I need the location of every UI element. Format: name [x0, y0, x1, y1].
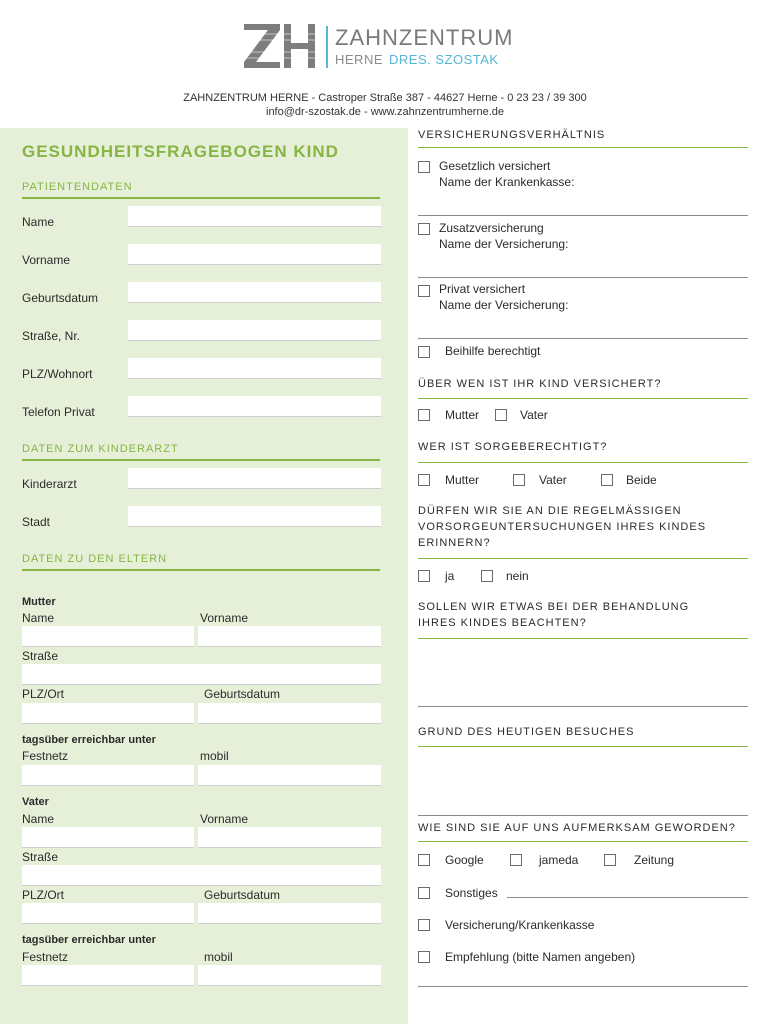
- ueber-wen-title: ÜBER WEN IST IHR KIND VERSICHERT?: [418, 378, 662, 390]
- erinnern-ja-label: ja: [445, 569, 455, 583]
- zh-logo-icon: [244, 24, 318, 68]
- vater-erreichbar-label: tagsüber erreichbar unter: [22, 934, 156, 946]
- label-mutter-vorname: Vorname: [200, 611, 249, 625]
- section-rule: [22, 459, 380, 461]
- section-title-eltern: DATEN ZU DEN ELTERN: [22, 553, 168, 565]
- contact-line: info@dr-szostak.de - www.zahnzentrumherne.de: [266, 106, 504, 118]
- brand-subtitle: [335, 52, 499, 67]
- section-title-kinderarzt: DATEN ZUM KINDERARZT: [22, 443, 179, 455]
- mutter-plz-ort-field[interactable]: [22, 703, 194, 724]
- empfehlung-checkbox[interactable]: [418, 951, 430, 963]
- section-rule: [418, 746, 748, 747]
- label-geburtsdatum: Geburtsdatum: [22, 291, 99, 305]
- label-mutter-geburtsdatum: Geburtsdatum: [204, 687, 281, 701]
- versichert-vater-checkbox[interactable]: [495, 409, 507, 421]
- mutter-festnetz-field[interactable]: [22, 765, 194, 786]
- practice-address: [0, 91, 770, 119]
- sorge-title: WER IST SORGEBERECHTIGT?: [418, 441, 608, 453]
- zusatz-line[interactable]: [418, 277, 748, 278]
- vater-geburtsdatum-field[interactable]: [198, 903, 381, 924]
- grund-title: GRUND DES HEUTIGEN BESUCHES: [418, 726, 635, 738]
- telefon-field[interactable]: [128, 396, 381, 417]
- section-rule: [418, 398, 748, 399]
- strasse-field[interactable]: [128, 320, 381, 341]
- label-vater-name: Name: [22, 812, 55, 826]
- vater-heading: Vater: [22, 796, 49, 808]
- beihilfe-checkbox[interactable]: [418, 346, 430, 358]
- label-vater-vorname: Vorname: [200, 812, 249, 826]
- erinnern-ja-checkbox[interactable]: [418, 570, 430, 582]
- empfehlung-label: Empfehlung (bitte Namen angeben): [445, 950, 636, 964]
- gesetzlich-checkbox[interactable]: [418, 161, 430, 173]
- label-mutter-plz-ort: PLZ/Ort: [22, 687, 65, 701]
- sorge-vater-label: Vater: [539, 473, 567, 487]
- sonstiges-label: Sonstiges: [445, 886, 498, 900]
- beachten-answer-line[interactable]: [418, 706, 748, 707]
- mutter-vorname-field[interactable]: [198, 626, 381, 647]
- section-title-patient: PATIENTENDATEN: [22, 181, 133, 193]
- sorge-beide-checkbox[interactable]: [601, 474, 613, 486]
- section-rule: [418, 147, 748, 148]
- gesetzlich-label: Gesetzlich versichert: [439, 159, 551, 173]
- label-mutter-festnetz: Festnetz: [22, 749, 69, 763]
- label-vater-festnetz: Festnetz: [22, 950, 69, 964]
- label-vorname: Vorname: [22, 253, 71, 267]
- mutter-geburtsdatum-field[interactable]: [198, 703, 381, 724]
- section-rule: [22, 197, 380, 199]
- grund-answer-line[interactable]: [418, 815, 748, 816]
- vater-strasse-field[interactable]: [22, 865, 381, 886]
- sorge-mutter-checkbox[interactable]: [418, 474, 430, 486]
- vater-festnetz-field[interactable]: [22, 965, 194, 986]
- sorge-beide-label: Beide: [626, 473, 657, 487]
- geburtsdatum-field[interactable]: [128, 282, 381, 303]
- brand-divider: [326, 26, 328, 68]
- erinnern-title-3: ERINNERN?: [418, 537, 491, 549]
- brand-doctors: DRES. SZOSTAK: [389, 52, 499, 67]
- zeitung-checkbox[interactable]: [604, 854, 616, 866]
- erinnern-title-2: VORSORGEUNTERSUCHUNGEN IHRES KINDES: [418, 521, 707, 533]
- privat-checkbox[interactable]: [418, 285, 430, 297]
- label-vater-mobil: mobil: [204, 950, 233, 964]
- section-rule: [418, 841, 748, 842]
- label-mutter-strasse: Straße: [22, 649, 59, 663]
- versichert-mutter-label: Mutter: [445, 408, 480, 422]
- label-telefon: Telefon Privat: [22, 405, 95, 419]
- sorge-vater-checkbox[interactable]: [513, 474, 525, 486]
- brand-location: HERNE: [335, 52, 384, 67]
- sonstiges-checkbox[interactable]: [418, 887, 430, 899]
- mutter-erreichbar-label: tagsüber erreichbar unter: [22, 734, 156, 746]
- section-rule: [22, 569, 380, 571]
- google-label: Google: [445, 853, 484, 867]
- zusatz-checkbox[interactable]: [418, 223, 430, 235]
- google-checkbox[interactable]: [418, 854, 430, 866]
- label-vater-strasse: Straße: [22, 850, 59, 864]
- label-vater-geburtsdatum: Geburtsdatum: [204, 888, 281, 902]
- versicherung-krankenkasse-label: Versicherung/Krankenkasse: [445, 918, 595, 932]
- versicherung-krankenkasse-checkbox[interactable]: [418, 919, 430, 931]
- label-name: Name: [22, 215, 55, 229]
- vater-name-field[interactable]: [22, 827, 194, 848]
- address-line: ZAHNZENTRUM HERNE - Castroper Straße 387 - 44627 Herne - 0 23 23 / 39 300: [183, 92, 587, 104]
- vater-vorname-field[interactable]: [198, 827, 381, 848]
- erinnern-nein-label: nein: [506, 569, 529, 583]
- label-mutter-mobil: mobil: [200, 749, 229, 763]
- mutter-name-field[interactable]: [22, 626, 194, 647]
- label-kinderarzt: Kinderarzt: [22, 477, 77, 491]
- empfehlung-line[interactable]: [418, 986, 748, 987]
- stadt-field[interactable]: [128, 506, 381, 527]
- section-rule: [418, 638, 748, 639]
- jameda-checkbox[interactable]: [510, 854, 522, 866]
- beihilfe-label: Beihilfe berechtigt: [445, 344, 541, 358]
- krankenkasse-label: Name der Krankenkasse:: [439, 175, 575, 189]
- vater-mobil-field[interactable]: [198, 965, 381, 986]
- vater-plz-ort-field[interactable]: [22, 903, 194, 924]
- form-title: GESUNDHEITSFRAGEBOGEN KIND: [22, 142, 339, 161]
- jameda-label: jameda: [539, 853, 579, 867]
- mutter-heading: Mutter: [22, 596, 56, 608]
- zeitung-label: Zeitung: [634, 853, 675, 867]
- label-strasse: Straße, Nr.: [22, 329, 81, 343]
- label-vater-plz-ort: PLZ/Ort: [22, 888, 65, 902]
- beachten-title-2: IHRES KINDES BEACHTEN?: [418, 617, 587, 629]
- privat-line[interactable]: [418, 338, 748, 339]
- brand-name: ZAHNZENTRUM: [335, 25, 514, 50]
- sorge-mutter-label: Mutter: [445, 473, 480, 487]
- versicherung-title: VERSICHERUNGSVERHÄLTNIS: [418, 129, 606, 141]
- label-plz-wohnort: PLZ/Wohnort: [22, 367, 93, 381]
- label-stadt: Stadt: [22, 515, 51, 529]
- versichert-mutter-checkbox[interactable]: [418, 409, 430, 421]
- section-rule: [418, 462, 748, 463]
- plz-wohnort-field[interactable]: [128, 358, 381, 379]
- erinnern-nein-checkbox[interactable]: [481, 570, 493, 582]
- mutter-strasse-field[interactable]: [22, 664, 381, 685]
- name-field[interactable]: [128, 206, 381, 227]
- sonstiges-line[interactable]: [507, 897, 748, 898]
- mutter-mobil-field[interactable]: [198, 765, 381, 786]
- beachten-title-1: SOLLEN WIR ETWAS BEI DER BEHANDLUNG: [418, 601, 690, 613]
- versichert-vater-label: Vater: [520, 408, 548, 422]
- erinnern-title-1: DÜRFEN WIR SIE AN DIE REGELMÄSSIGEN: [418, 505, 682, 517]
- vorname-field[interactable]: [128, 244, 381, 265]
- aufmerksam-title: WIE SIND SIE AUF UNS AUFMERKSAM GEWORDEN?: [418, 822, 736, 834]
- section-rule: [418, 558, 748, 559]
- zusatz-label: Zusatzversicherung: [439, 221, 544, 235]
- label-mutter-name: Name: [22, 611, 55, 625]
- privat-name-label: Name der Versicherung:: [439, 298, 569, 312]
- krankenkasse-line[interactable]: [418, 215, 748, 216]
- privat-label: Privat versichert: [439, 282, 526, 296]
- kinderarzt-field[interactable]: [128, 468, 381, 489]
- zusatz-name-label: Name der Versicherung:: [439, 237, 569, 251]
